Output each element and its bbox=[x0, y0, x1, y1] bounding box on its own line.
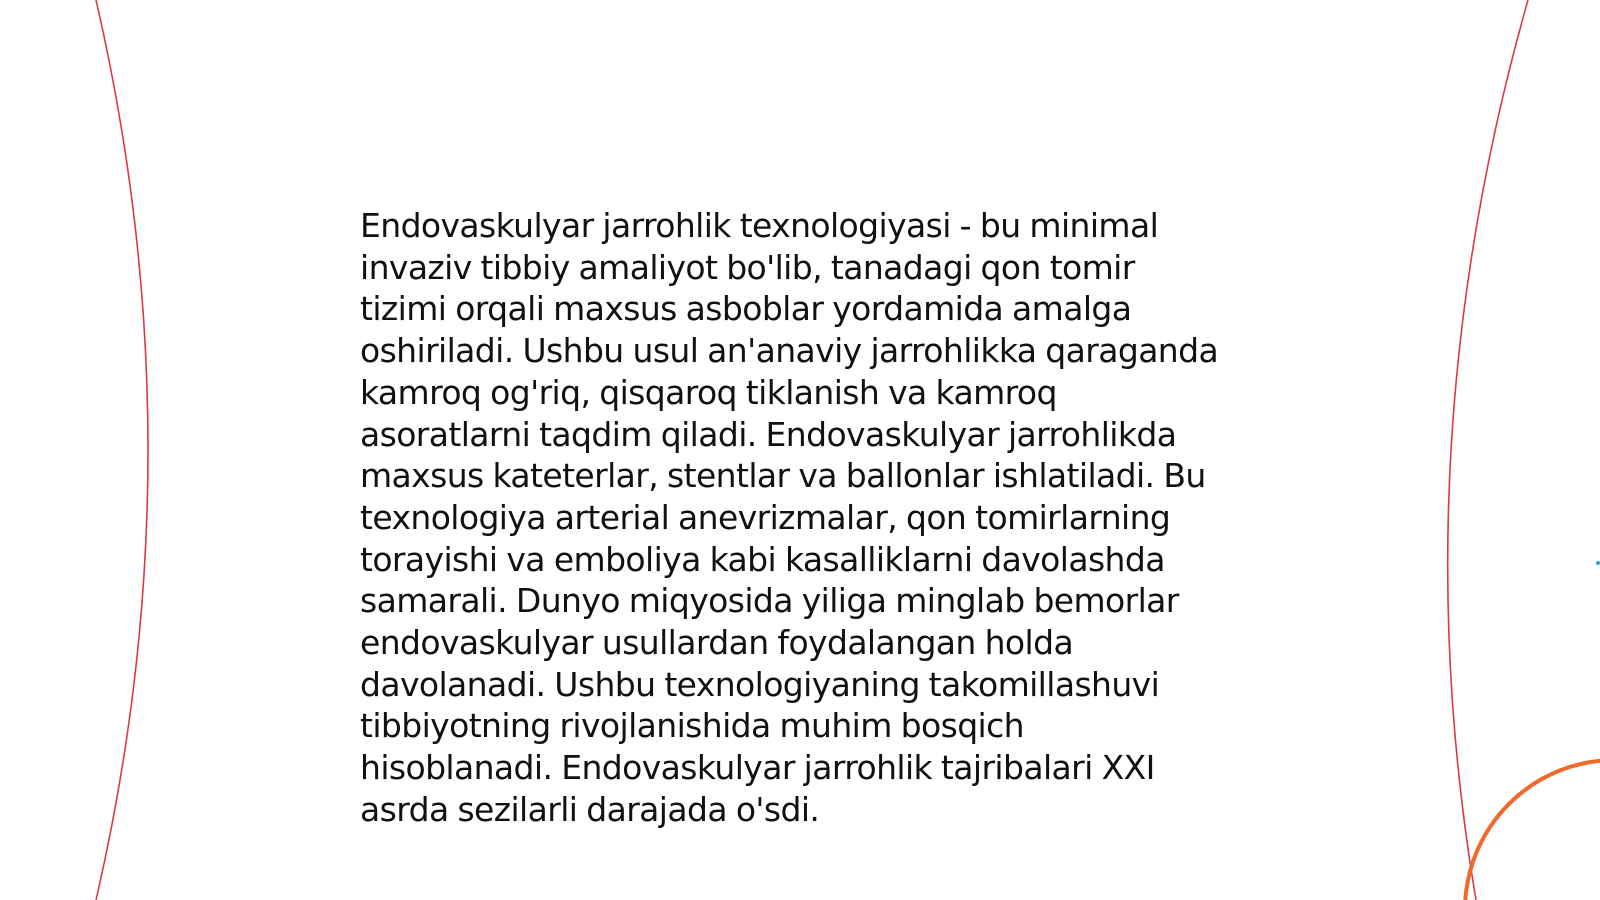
body-line: oshiriladi. Ushbu usul an'anaviy jarrohlikka qaraganda bbox=[360, 331, 1219, 371]
body-line: davolanadi. Ushbu texnologiyaning takomillashuvi bbox=[360, 664, 1160, 704]
body-line: kamroq og'riq, qisqaroq tiklanish va kamroq bbox=[360, 372, 1057, 412]
body-line: endovaskulyar usullardan foydalangan holda bbox=[360, 623, 1074, 663]
body-line: invaziv tibbiy amaliyot bo'lib, tanadagi qon tomir bbox=[360, 247, 1135, 287]
body-text bbox=[360, 205, 1250, 831]
body-line: torayishi va emboliya kabi kasalliklarni davolashda bbox=[360, 539, 1165, 579]
body-line: tibbiyotning rivojlanishida muhim bosqich bbox=[360, 706, 1024, 746]
body-line: asoratlarni taqdim qiladi. Endovaskulyar jarrohlikda bbox=[360, 414, 1177, 454]
body-line: hisoblanadi. Endovaskulyar jarrohlik tajribalari XXI bbox=[360, 748, 1155, 788]
body-line: maxsus kateterlar, stentlar va ballonlar ishlatiladi. Bu bbox=[360, 456, 1206, 496]
right-arc-line bbox=[1448, 0, 1528, 900]
body-line: Endovaskulyar jarrohlik texnologiyasi - bu minimal bbox=[360, 206, 1159, 245]
accent-circle-arc bbox=[1465, 760, 1600, 900]
body-line: asrda sezilarli darajada o'sdi. bbox=[360, 789, 820, 829]
accent-dot bbox=[1596, 561, 1600, 565]
left-arc-line bbox=[96, 0, 148, 900]
body-line: texnologiya arterial anevrizmalar, qon tomirlarning bbox=[360, 497, 1171, 537]
body-line: tizimi orqali maxsus asboblar yordamida amalga bbox=[360, 289, 1132, 329]
body-line: samarali. Dunyo miqyosida yiliga minglab bemorlar bbox=[360, 581, 1179, 621]
